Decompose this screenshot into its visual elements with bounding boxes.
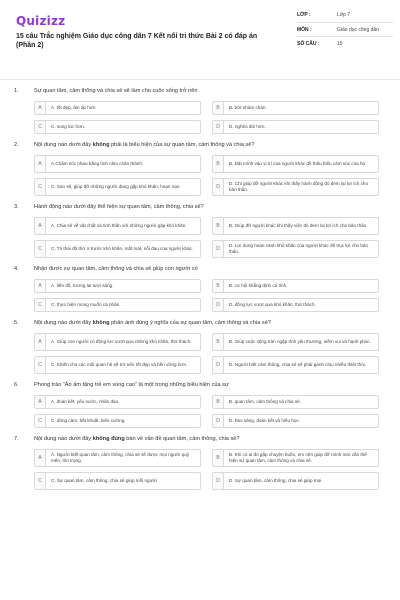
question-number: 5. [14, 320, 19, 326]
answer-options [0, 333, 400, 374]
meta-subject-label: MÔN : [297, 26, 312, 33]
meta-subject-value: Giáo dục công dân [337, 26, 379, 33]
option-text: D. Lợi dụng hoàn cảnh khó khăn của người khác để trục lợi cho bản thân. [229, 243, 369, 254]
option-text: B. Đặt mình vào vị trí của người khác để thấu hiểu cảm xúc của họ. [229, 161, 367, 167]
question [0, 320, 400, 374]
option-letter: C [35, 179, 46, 195]
answer-option-d[interactable] [212, 120, 379, 134]
option-text: D. hào sảng, đoàn kết và hiếu học. [229, 418, 300, 424]
answer-option-a[interactable] [34, 449, 201, 467]
worksheet-meta [297, 12, 393, 48]
option-letter: D [213, 357, 224, 373]
option-letter: B [213, 156, 224, 172]
answer-option-d[interactable] [212, 472, 379, 490]
meta-divider [297, 36, 393, 37]
answer-option-a[interactable] [34, 333, 201, 351]
answer-option-c[interactable] [34, 356, 201, 374]
option-letter: D [213, 241, 224, 257]
answer-option-a[interactable] [34, 155, 201, 173]
option-letter: B [213, 396, 224, 408]
option-text: A. tiền đồ, tương lai tươi sáng. [51, 283, 114, 289]
option-text: D. Sự quan tâm, cảm thông, chia sẻ giúp mọi [229, 478, 322, 484]
answer-option-d[interactable] [212, 298, 379, 312]
answer-option-d[interactable] [212, 178, 379, 196]
answer-option-d[interactable] [212, 356, 379, 374]
meta-divider [297, 22, 393, 23]
answer-option-c[interactable] [34, 472, 201, 490]
answer-option-c[interactable] [34, 178, 201, 196]
question-text: Nội dung nào dưới đây không phải là biểu hiện của sự quan tâm, cảm thông và chia sẻ? [34, 142, 255, 148]
question [0, 436, 400, 490]
answer-options [0, 449, 400, 490]
option-text: D. nghèo đói hơn. [229, 124, 266, 130]
meta-subject [297, 27, 393, 34]
question-text: Nội dung nào dưới đây không đúng bàn về vấn đề quan tâm, cảm thông, chia sẻ? [34, 436, 240, 442]
option-letter: C [35, 473, 46, 489]
answer-option-b[interactable] [212, 333, 379, 351]
answer-option-c[interactable] [34, 414, 201, 428]
answer-option-b[interactable] [212, 449, 379, 467]
option-text: B. Giúp cuộc sống tràn ngập tình yêu thương, niềm vui và hạnh phúc. [229, 339, 371, 345]
emphasis-text: không đúng [92, 436, 125, 442]
option-text: C. thực hiện mong muốn cá nhân. [51, 302, 121, 308]
meta-grade-value: Lớp 7 [337, 12, 351, 18]
answer-option-b[interactable] [212, 395, 379, 409]
question-list [0, 88, 400, 498]
option-letter: B [213, 102, 224, 114]
question-text: Nhận được sự quan tâm, cảm thông và chia sẻ giúp con người có [34, 266, 198, 272]
option-text: D. Người biết cảm thông, chia sẻ sẽ phải gánh chịu nhiều thiệt thòi. [229, 362, 367, 368]
meta-count [297, 41, 393, 48]
answer-options [0, 395, 400, 428]
question-number: 2. [14, 142, 19, 148]
option-text: A. Người biết quan tâm, cảm thông, chia sẻ sẽ được mọi người quý mến, tôn trọng. [51, 452, 190, 463]
worksheet-title: 15 câu Trắc nghiệm Giáo dục công dân 7 Kết nối tri thức Bài 2 có đáp án (Phần 2) [16, 33, 258, 49]
question-text: Hành động nào dưới đây thể hiện sự quan tâm, cảm thông, chia sẻ? [34, 204, 204, 210]
answer-option-b[interactable] [212, 155, 379, 173]
answer-option-d[interactable] [212, 414, 379, 428]
question-text: Nội dung nào dưới đây không phản ánh đúng ý nghĩa của sự quan tâm, cảm thông và chia sẻ? [34, 320, 271, 326]
option-letter: C [35, 415, 46, 427]
option-text: B. bớt nhàm chán. [229, 105, 267, 111]
question-text: Phong trào “Áo ấm tặng trẻ em vùng cao” là một trong những biểu hiện của sự [34, 382, 229, 388]
option-letter: D [213, 299, 224, 311]
option-letter: C [35, 299, 46, 311]
option-letter: B [213, 280, 224, 292]
question [0, 204, 400, 258]
answer-option-a[interactable] [34, 101, 201, 115]
option-text: C. San sẻ, giúp đỡ những người đang gặp khó khăn, hoạn nạn. [51, 184, 181, 190]
answer-option-c[interactable] [34, 120, 201, 134]
meta-grade-label: LỚP : [297, 12, 311, 18]
option-text: C. sung túc hơn. [51, 124, 85, 130]
option-letter: D [213, 415, 224, 427]
option-letter: B [213, 218, 224, 234]
question [0, 142, 400, 196]
question-number: 3. [14, 204, 19, 210]
question [0, 266, 400, 312]
option-letter: A [35, 218, 46, 234]
answer-option-c[interactable] [34, 298, 201, 312]
question [0, 382, 400, 428]
answer-options [0, 279, 400, 312]
option-text: A.Chăm sóc nhau bằng tình cảm chân thành. [51, 161, 144, 167]
answer-option-b[interactable] [212, 217, 379, 235]
question-number: 7. [14, 436, 19, 442]
option-letter: D [213, 179, 224, 195]
answer-options [0, 101, 400, 134]
option-text: A. Giúp con người có động lực vượt qua những khó khăn, thử thách. [51, 339, 192, 345]
answer-option-b[interactable] [212, 101, 379, 115]
option-letter: D [213, 473, 224, 489]
option-text: D. động lực vượt qua khó khăn, thử thách. [229, 302, 316, 308]
answer-option-c[interactable] [34, 240, 201, 258]
option-letter: A [35, 396, 46, 408]
answer-options [0, 155, 400, 196]
option-letter: D [213, 121, 224, 133]
question-text: Sự quan tâm, cảm thông và chia sẻ sẽ làm cho cuộc sống trở nên [34, 88, 198, 94]
answer-option-a[interactable] [34, 217, 201, 235]
option-text: C. Sự quan tâm, cảm thông, chia sẻ giúp mỗi người [51, 478, 157, 484]
emphasis-text: không [92, 142, 110, 148]
option-text: B. Giúp đỡ người khác khi thấy việc đó đem lại lợi ích cho bản thân. [229, 223, 368, 229]
answer-options [0, 217, 400, 258]
answer-option-a[interactable] [34, 395, 201, 409]
option-text: B. quan tâm, cảm thông và chia sẻ. [229, 399, 302, 405]
option-text: A. tốt đẹp, ấm áp hơn. [51, 105, 97, 111]
option-text: D. Chỉ giúp đỡ người khác khi thấy hành động đó đem lại lợi ích cho bản thân. [229, 181, 369, 192]
answer-option-b[interactable] [212, 279, 379, 293]
option-letter: C [35, 121, 46, 133]
option-letter: A [35, 334, 46, 350]
emphasis-text: không [92, 320, 110, 326]
option-text: C. dũng cảm, bất khuất, kiên cường. [51, 418, 126, 424]
option-text: A. Chia sẻ về vật chất và tinh thần với những người gặp khó khăn. [51, 223, 187, 229]
quizizz-logo: Quizizz [16, 14, 66, 28]
question-number: 6. [14, 382, 19, 388]
meta-grade [297, 12, 393, 19]
option-letter: A [35, 102, 46, 114]
option-text: C. Tỏ thái độ thờ ơ trước khó khăn, mất mát, nỗi đau của người khác. [51, 246, 194, 252]
question-number: 1. [14, 88, 19, 94]
answer-option-a[interactable] [34, 279, 201, 293]
option-text: B. cơ hội khẳng định cá tính. [229, 283, 288, 289]
question-number: 4. [14, 266, 19, 272]
option-text: B. Khi có ai đó gặp chuyện buồn, em nên giúp đỡ mình mới cần thể hiện sự quan tâm, cảm thông và chia sẻ. [229, 452, 367, 463]
option-letter: B [213, 334, 224, 350]
option-letter: A [35, 156, 46, 172]
meta-count-value: 15 [337, 41, 343, 47]
question [0, 88, 400, 134]
option-letter: A [35, 450, 46, 466]
worksheet-header [0, 0, 400, 70]
option-letter: C [35, 241, 46, 257]
answer-option-d[interactable] [212, 240, 379, 258]
option-letter: C [35, 357, 46, 373]
header-divider [0, 79, 400, 80]
option-text: A. đoàn kết, yêu nước, nhân đạo. [51, 399, 120, 405]
option-text: C. Khiến cho các mối quan hệ sẽ trở nên tốt đẹp và bền vững hơn. [51, 362, 188, 368]
option-letter: A [35, 280, 46, 292]
option-letter: B [213, 450, 224, 466]
meta-count-label: SỐ CÂU : [297, 41, 320, 47]
